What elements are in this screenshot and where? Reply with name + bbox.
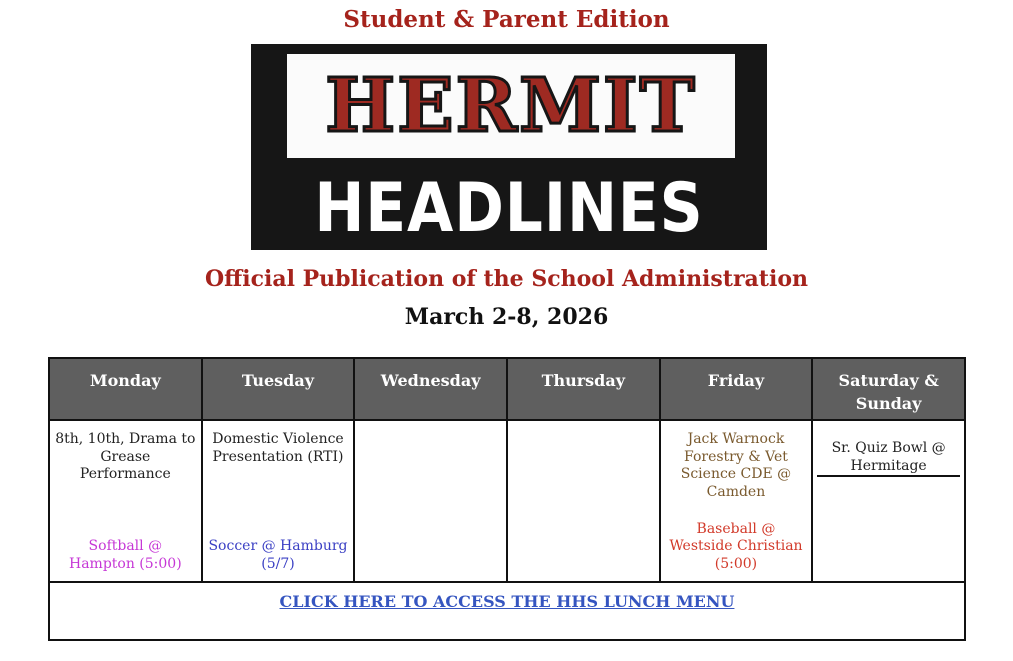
weekend-event-quiz-bowl: Sr. Quiz Bowl @ Hermitage (817, 431, 960, 477)
tuesday-cell (202, 420, 355, 582)
logo-headlines-text: HEADLINES (314, 169, 704, 248)
day-header-tuesday: Tuesday (202, 358, 355, 420)
day-header-friday: Friday (660, 358, 813, 420)
thursday-cell (507, 420, 660, 582)
calendar-events-row (49, 420, 965, 582)
monday-event-softball: Softball @ Hampton (5:00) (68, 538, 182, 572)
weekly-calendar (48, 357, 966, 641)
lunch-cell (49, 582, 965, 640)
calendar-header-row (49, 358, 965, 420)
day-header-weekend: Saturday & Sunday (812, 358, 965, 420)
week-dates: March 2-8, 2026 (404, 304, 609, 330)
official-publication-subtitle: Official Publication of the School Administration (204, 266, 808, 292)
day-header-monday: Monday (49, 358, 202, 420)
monday-cell (49, 420, 202, 582)
day-header-wednesday: Wednesday (354, 358, 507, 420)
tuesday-event-presentation: Domestic Violence Presentation (RTI) (212, 431, 344, 465)
day-header-thursday: Thursday (507, 358, 660, 420)
monday-event-drama: 8th, 10th, Drama to Grease Performance (55, 431, 196, 482)
lunch-menu-link[interactable]: CLICK HERE TO ACCESS THE HHS LUNCH MENU (279, 592, 735, 611)
lunch-row (49, 582, 965, 640)
friday-event-baseball: Baseball @ Westside Christian (5:00) (669, 520, 803, 572)
logo-hermit-text: HERMIT (325, 63, 697, 149)
tuesday-event-soccer: Soccer @ Hamburg (5/7) (208, 538, 348, 572)
hermit-headlines-logo (251, 44, 767, 250)
friday-cell (660, 420, 813, 582)
edition-title: Student & Parent Edition (343, 6, 670, 33)
weekend-cell (812, 420, 965, 582)
wednesday-cell (354, 420, 507, 582)
friday-event-forestry: Jack Warnock Forestry & Vet Science CDE @ Camden (680, 431, 792, 500)
